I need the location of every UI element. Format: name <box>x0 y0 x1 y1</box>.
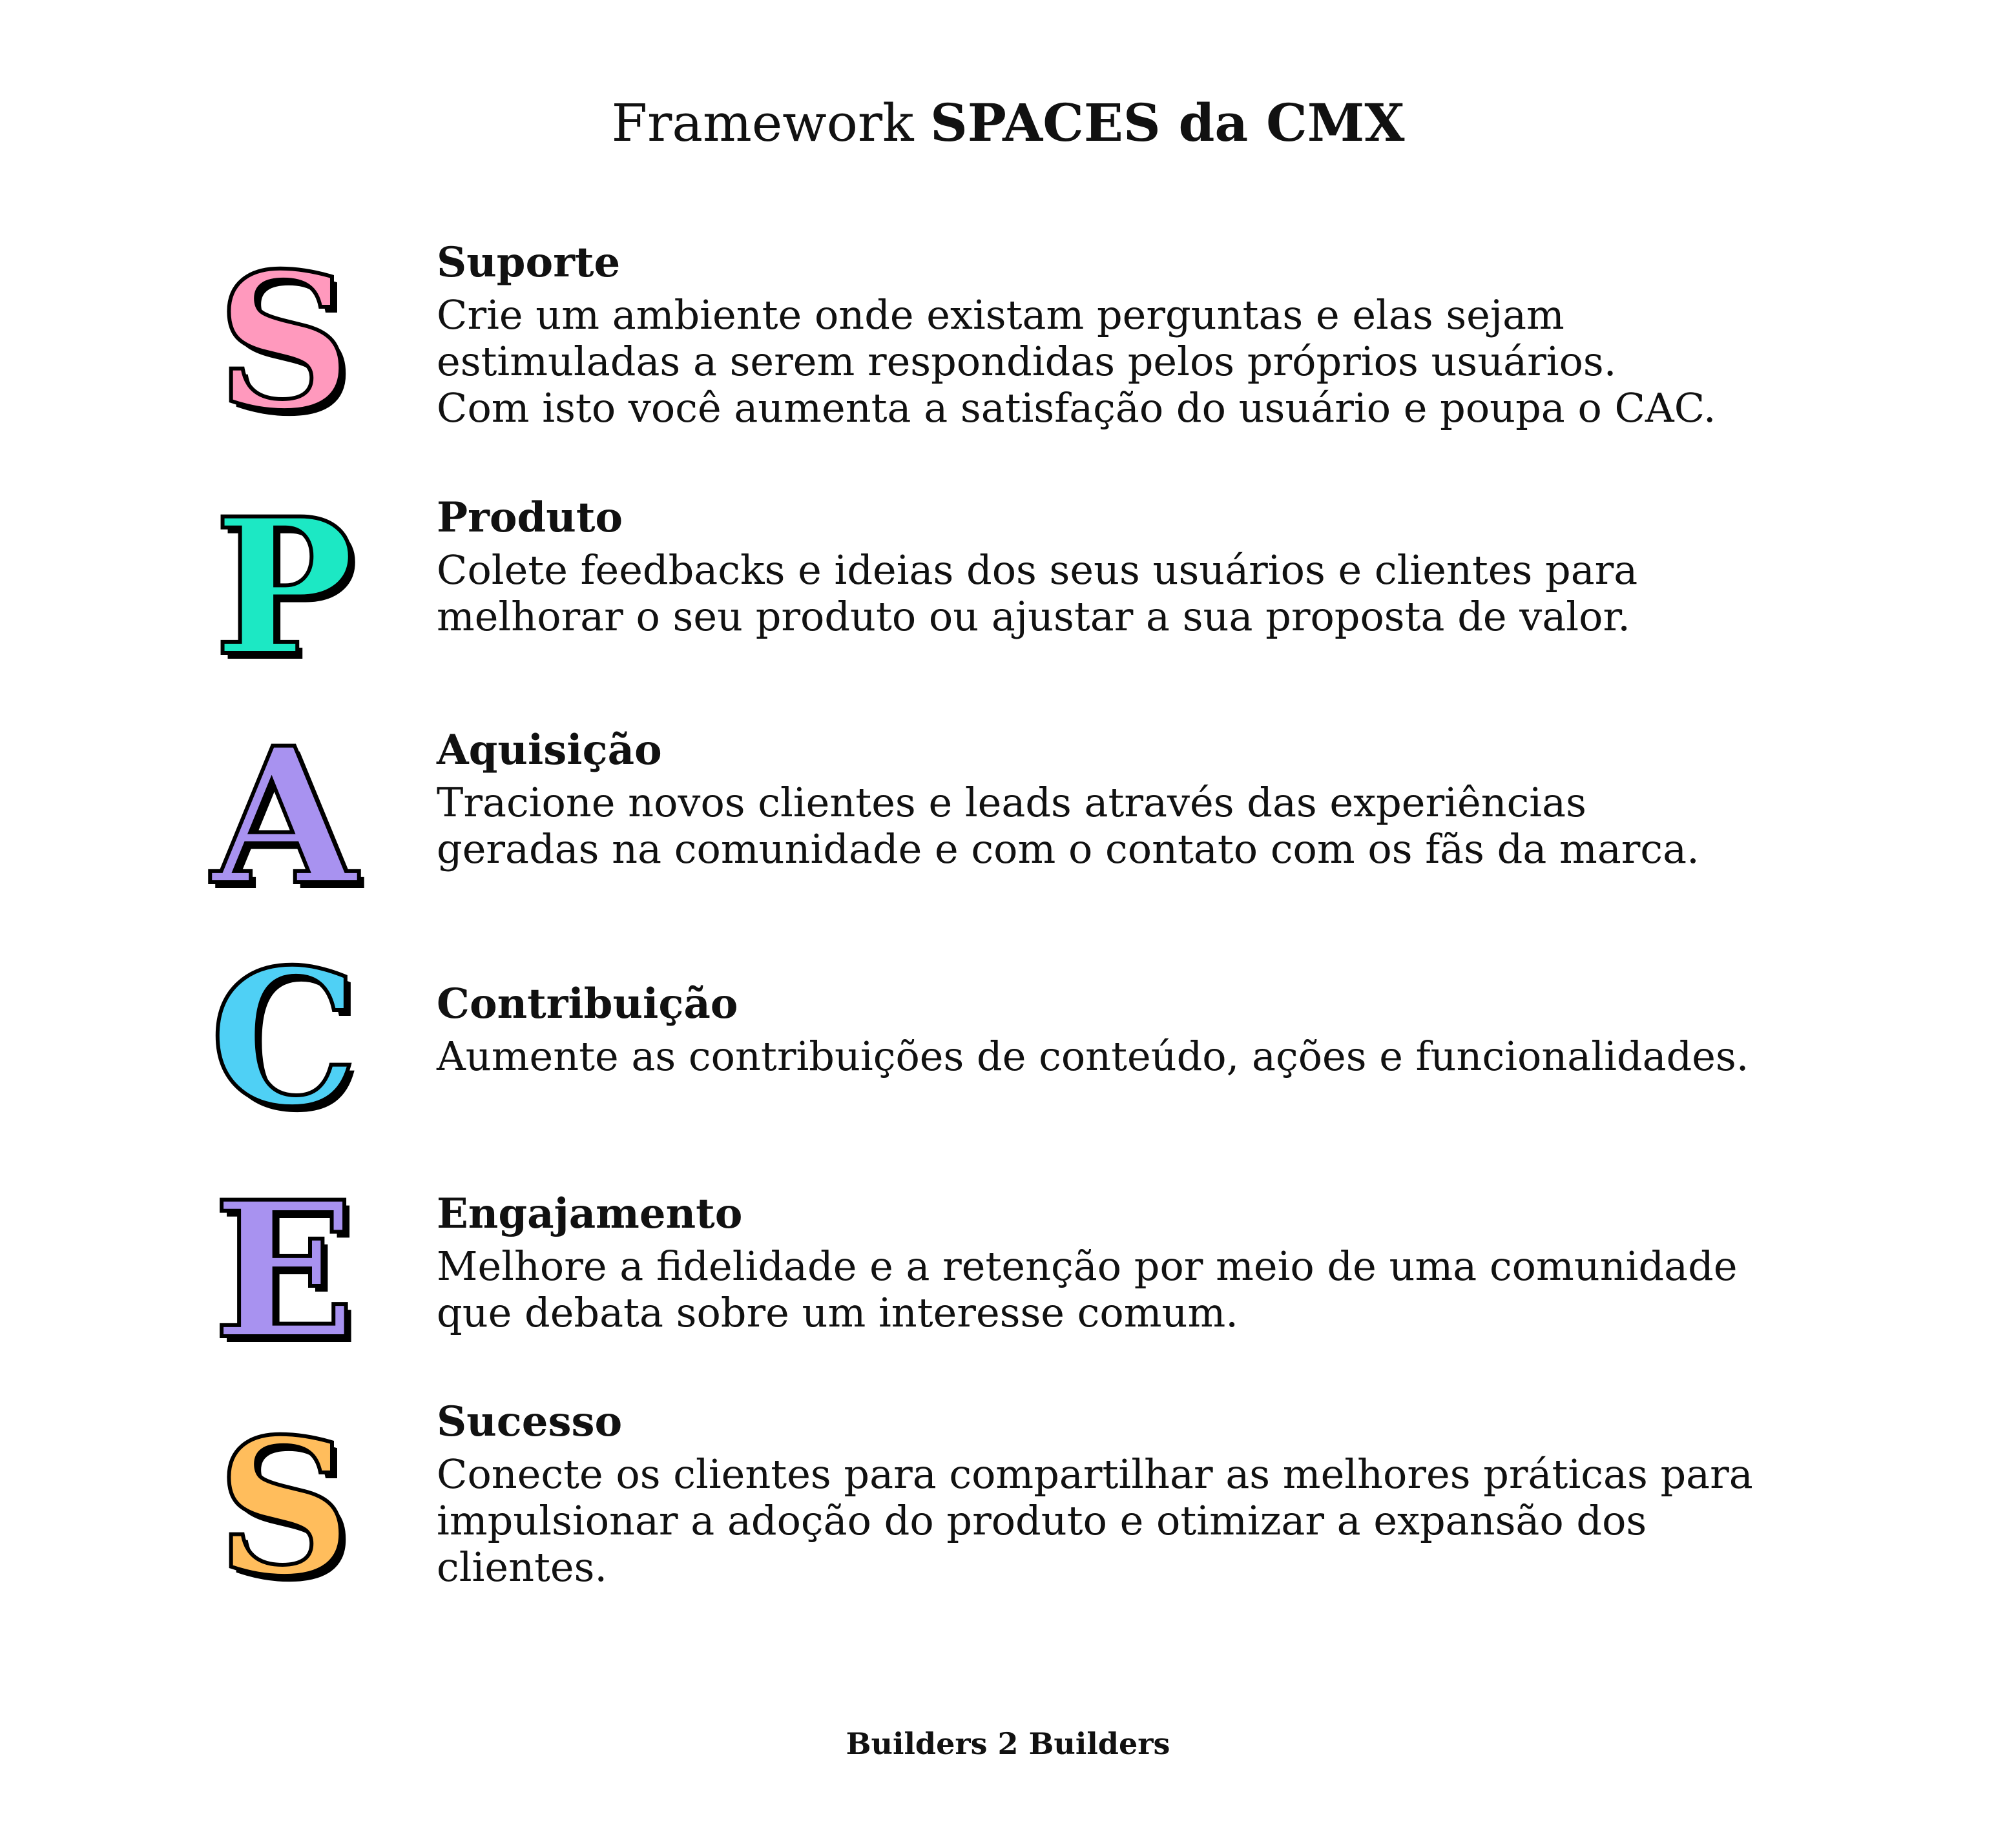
description-line: Crie um ambiente onde existam perguntas e elas sejam <box>437 291 1564 338</box>
description-line: que debata sobre um interesse comum. <box>437 1289 1238 1336</box>
item-description <box>437 292 1793 431</box>
item-heading: Engajamento <box>437 1190 743 1238</box>
item-content <box>437 980 1793 1080</box>
title-strong: SPACES da CMX <box>930 92 1405 153</box>
description-line: geradas na comunidade e com o contato com os fãs da marca. <box>437 825 1699 872</box>
description-line: Conecte os clientes para compartilhar as melhores práticas para <box>437 1450 1753 1498</box>
item-heading: Sucesso <box>437 1398 623 1446</box>
page-title <box>0 90 2016 156</box>
title-prefix: Framework <box>611 93 931 153</box>
item-description <box>437 1451 1793 1591</box>
letter-a-aquisicao: A <box>211 707 357 927</box>
item-description <box>437 779 1793 872</box>
item-heading: Contribuição <box>437 980 738 1028</box>
letter-p-produto: P <box>213 478 355 697</box>
description-line: Com isto você aumenta a satisfação do usuário e poupa o CAC. <box>437 384 1716 431</box>
description-line: estimuladas a serem respondidas pelos próprios usuários. <box>437 338 1617 385</box>
letter-c-contribuicao: C <box>209 929 359 1148</box>
description-line: clientes. <box>437 1543 608 1591</box>
item-description <box>437 1033 1793 1080</box>
description-line: melhorar o seu produto ou ajustar a sua proposta de valor. <box>437 593 1630 640</box>
letter-s-sucesso: S <box>216 1398 352 1618</box>
item-content <box>437 494 1793 640</box>
item-heading: Produto <box>437 493 623 542</box>
footer-brand: Builders 2 Builders <box>846 1726 1170 1761</box>
letter-s-suporte: S <box>216 232 352 452</box>
item-content <box>437 239 1793 431</box>
item-content <box>437 1398 1793 1591</box>
item-content <box>437 1190 1793 1336</box>
item-heading: Aquisição <box>437 726 662 774</box>
item-content <box>437 727 1793 872</box>
description-line: Colete feedbacks e ideias dos seus usuários e clientes para <box>437 546 1638 594</box>
description-line: Tracione novos clientes e leads através das experiências <box>437 779 1586 826</box>
description-line: impulsionar a adoção do produto e otimizar a expansão dos <box>437 1497 1647 1544</box>
item-description <box>437 1243 1793 1336</box>
letter-e-engajamento: E <box>213 1161 356 1381</box>
item-heading: Suporte <box>437 238 621 287</box>
description-line: Aumente as contribuições de conteúdo, ações e funcionalidades. <box>437 1033 1749 1080</box>
item-description <box>437 547 1793 640</box>
description-line: Melhore a fidelidade e a retenção por meio de uma comunidade <box>437 1243 1738 1290</box>
